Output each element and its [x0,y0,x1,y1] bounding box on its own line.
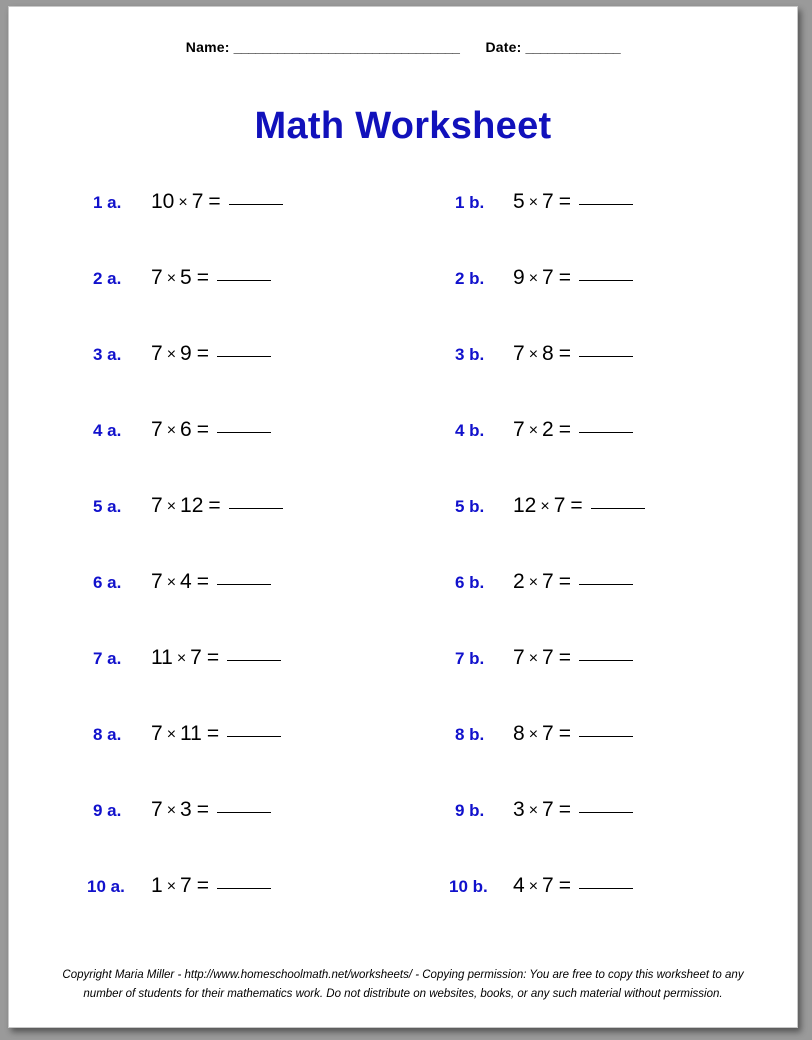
problem-expression [151,874,271,898]
problem-expression [151,570,271,594]
problem-number: 6 a. [93,573,122,592]
problem-expression [151,190,283,214]
operand-b: 7 [542,722,554,745]
problem-item [403,570,775,594]
operand-b: 4 [180,570,192,593]
equals-sign: = [196,874,209,897]
copyright-footer [49,966,757,1005]
multiply-icon: × [166,498,177,515]
operand-b: 5 [180,266,192,289]
equals-sign: = [208,190,221,213]
problem-row [31,190,775,266]
problem-item [403,874,775,898]
operand-a: 11 [151,646,173,669]
multiply-icon: × [528,194,539,211]
copyright-line-2: number of students for their mathematics work. Do not distribute on websites, books, or any such material without permission. [83,988,723,1001]
equals-sign: = [196,798,209,821]
operand-b: 2 [542,418,554,441]
operand-a: 4 [513,874,525,897]
operand-b: 7 [542,570,554,593]
problem-expression [513,646,633,670]
equals-sign: = [196,418,209,441]
operand-a: 9 [513,266,525,289]
multiply-icon: × [166,422,177,439]
operand-b: 7 [542,266,554,289]
operand-a: 1 [151,874,163,897]
problem-expression [151,722,281,746]
equals-sign: = [558,798,571,821]
operand-b: 7 [542,646,554,669]
answer-blank[interactable] [229,507,283,509]
operand-b: 7 [542,798,554,821]
operand-a: 2 [513,570,525,593]
multiply-icon: × [166,270,177,287]
problem-number: 1 a. [93,193,122,212]
name-label: Name: [185,39,230,55]
operand-b: 7 [191,190,204,213]
problem-item [31,266,403,290]
equals-sign: = [558,722,571,745]
problem-item [403,646,775,670]
equals-sign: = [558,266,571,289]
problem-number: 7 b. [455,649,485,668]
answer-blank[interactable] [579,355,633,357]
multiply-icon: × [178,194,188,211]
problem-expression [151,266,271,290]
operand-a: 12 [513,494,537,517]
problem-row [31,722,775,798]
operand-a: 7 [151,418,163,441]
multiply-icon: × [528,270,539,287]
problem-expression [513,418,633,442]
problem-expression [513,190,633,214]
multiply-icon: × [166,574,177,591]
answer-blank[interactable] [217,355,271,357]
problem-expression [513,722,633,746]
operand-b: 11 [180,722,202,745]
problem-item [403,494,775,518]
operand-b: 7 [542,190,554,213]
problem-expression [151,798,271,822]
problem-number: 4 b. [455,421,485,440]
equals-sign: = [558,190,571,213]
problem-number: 3 a. [93,345,122,364]
problem-list [31,190,775,950]
multiply-icon: × [176,650,187,667]
operand-b: 7 [553,494,566,517]
operand-b: 6 [180,418,192,441]
equals-sign: = [558,342,571,365]
equals-sign: = [196,342,209,365]
problem-number: 9 b. [455,801,485,820]
operand-a: 7 [513,418,525,441]
multiply-icon: × [528,346,539,363]
problem-row [31,266,775,342]
problem-item [403,798,775,822]
answer-blank[interactable] [217,811,271,813]
answer-blank[interactable] [227,735,281,737]
equals-sign: = [558,874,571,897]
problem-number: 5 a. [93,497,122,516]
answer-blank[interactable] [227,659,281,661]
date-blank[interactable]: _____________ [525,39,621,55]
problem-number: 1 b. [455,193,485,212]
operand-a: 7 [151,494,163,517]
problem-expression [513,494,645,518]
operand-a: 3 [513,798,525,821]
equals-sign: = [558,570,571,593]
problem-item [403,342,775,366]
multiply-icon: × [166,346,177,363]
problem-item [31,342,403,366]
operand-b: 7 [180,874,192,897]
worksheet-page [8,6,798,1028]
answer-blank[interactable] [229,203,283,205]
answer-blank[interactable] [579,887,633,889]
answer-blank[interactable] [579,431,633,433]
problem-row [31,418,775,494]
operand-b: 9 [180,342,192,365]
equals-sign: = [206,722,220,745]
operand-a: 7 [151,798,163,821]
problem-item [31,418,403,442]
operand-b: 8 [542,342,554,365]
operand-a: 5 [513,190,525,213]
operand-b: 7 [542,874,554,897]
multiply-icon: × [528,650,539,667]
multiply-icon: × [528,726,539,743]
equals-sign: = [206,646,220,669]
operand-a: 7 [513,646,525,669]
problem-item [31,722,403,746]
problem-expression [151,342,271,366]
answer-blank[interactable] [217,279,271,281]
problem-number: 2 b. [455,269,485,288]
answer-blank[interactable] [579,279,633,281]
multiply-icon: × [540,498,550,515]
operand-a: 7 [151,266,163,289]
problem-expression [513,874,633,898]
multiply-icon: × [166,726,177,743]
problem-row [31,874,775,950]
problem-expression [151,494,283,518]
problem-expression [151,418,271,442]
problem-row [31,494,775,570]
worksheet-content [31,21,775,1013]
problem-item [403,722,775,746]
answer-blank[interactable] [591,507,645,509]
name-blank[interactable]: _______________________________ [233,39,460,55]
problem-number: 8 a. [93,725,122,744]
answer-blank[interactable] [217,887,271,889]
multiply-icon: × [528,802,539,819]
problem-number: 4 a. [93,421,122,440]
copyright-line-1: Copyright Maria Miller - http://www.homeschoolmath.net/worksheets/ - Copying permission: You are free to copy this worksheet to any [62,968,744,981]
problem-expression [151,646,281,670]
problem-item [31,798,403,822]
problem-expression [513,266,633,290]
operand-a: 7 [513,342,525,365]
problem-number: 6 b. [455,573,485,592]
answer-blank[interactable] [579,583,633,585]
operand-b: 12 [180,494,204,517]
problem-number: 7 a. [93,649,122,668]
operand-a: 7 [151,342,163,365]
problem-number: 10 a. [87,877,125,896]
problem-row [31,570,775,646]
equals-sign: = [558,646,571,669]
multiply-icon: × [528,422,539,439]
equals-sign: = [196,266,209,289]
problem-row [31,646,775,722]
problem-item [31,190,403,214]
operand-a: 7 [151,570,163,593]
operand-a: 8 [513,722,525,745]
problem-number: 8 b. [455,725,485,744]
answer-blank[interactable] [579,811,633,813]
problem-item [31,874,403,898]
problem-item [31,570,403,594]
equals-sign: = [570,494,583,517]
problem-row [31,342,775,418]
operand-b: 7 [190,646,202,669]
operand-a: 7 [151,722,163,745]
date-label: Date: [485,39,522,55]
operand-a: 10 [151,190,175,213]
problem-row [31,798,775,874]
answer-blank[interactable] [579,203,633,205]
name-date-header [31,39,775,55]
equals-sign: = [196,570,209,593]
problem-number: 5 b. [455,497,485,516]
answer-blank[interactable] [217,431,271,433]
operand-b: 3 [180,798,192,821]
page-title: Math Worksheet [254,105,552,147]
problem-item [403,190,775,214]
multiply-icon: × [166,878,177,895]
problem-item [31,494,403,518]
multiply-icon: × [528,574,539,591]
problem-item [403,418,775,442]
equals-sign: = [558,418,571,441]
problem-number: 2 a. [93,269,122,288]
problem-expression [513,570,633,594]
problem-expression [513,798,633,822]
problem-item [31,646,403,670]
answer-blank[interactable] [579,659,633,661]
multiply-icon: × [528,878,539,895]
problem-number: 10 b. [449,877,488,896]
multiply-icon: × [166,802,177,819]
answer-blank[interactable] [579,735,633,737]
problem-item [403,266,775,290]
equals-sign: = [208,494,221,517]
problem-number: 9 a. [93,801,122,820]
answer-blank[interactable] [217,583,271,585]
problem-expression [513,342,633,366]
problem-number: 3 b. [455,345,485,364]
